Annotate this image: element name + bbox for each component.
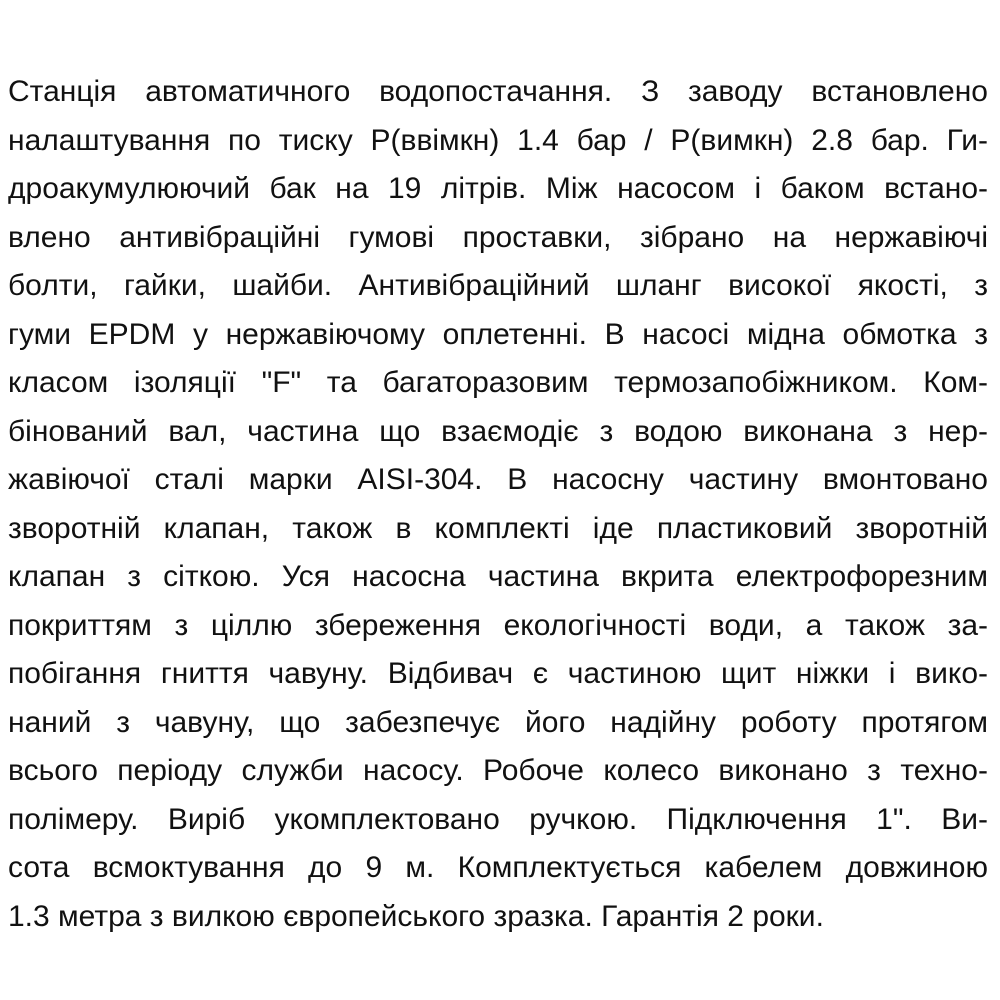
- text-line: бінований вал, частина що взаємодіє з водою виконана з нер-: [8, 414, 988, 448]
- text-line: гуми EPDM у нержавіючому оплетенні. В насосі мідна обмотка з: [8, 317, 988, 351]
- text-line: клапан з сіткою. Уся насосна частина вкрита електрофорезним: [8, 560, 988, 593]
- text-line: побігання гниття чавуну. Відбивач є частиною щит ніжки і вико-: [8, 657, 988, 690]
- product-description: [8, 68, 988, 941]
- text-line: жавіючої сталі марки AISI-304. В насосну частину вмонтовано: [8, 463, 988, 496]
- text-line: класом ізоляції "F" та багаторазовим термозапобіжником. Ком-: [8, 366, 988, 399]
- text-line: 1.3 метра з вилкою європейського зразка. Гарантія 2 роки.: [8, 899, 824, 933]
- text-line: дроакумулюючий бак на 19 літрів. Між насосом і баком встано-: [8, 172, 988, 205]
- text-line: наний з чавуну, що забезпечує його надійну роботу протягом: [8, 705, 988, 739]
- text-line: всього періоду служби насосу. Робоче колесо виконано з техно-: [8, 754, 988, 787]
- text-line: зворотній клапан, також в комплекті іде пластиковий зворотній: [8, 511, 988, 545]
- text-line: полімеру. Виріб укомплектовано ручкою. Підключення 1". Ви-: [8, 802, 988, 836]
- text-line: влено антивібраційні гумові проставки, зібрано на нержавіючі: [8, 220, 988, 254]
- text-line: болти, гайки, шайби. Антивібраційний шланг високої якості, з: [8, 269, 988, 302]
- text-line: сота всмоктування до 9 м. Комплектується кабелем довжиною: [8, 851, 988, 884]
- text-line: Станція автоматичного водопостачання. З заводу встановлено: [8, 75, 988, 108]
- text-line: покриттям з ціллю збереження екологічності води, а також за-: [8, 608, 988, 642]
- text-line: налаштування по тиску Р(ввімкн) 1.4 бар / Р(вимкн) 2.8 бар. Ги-: [8, 123, 988, 157]
